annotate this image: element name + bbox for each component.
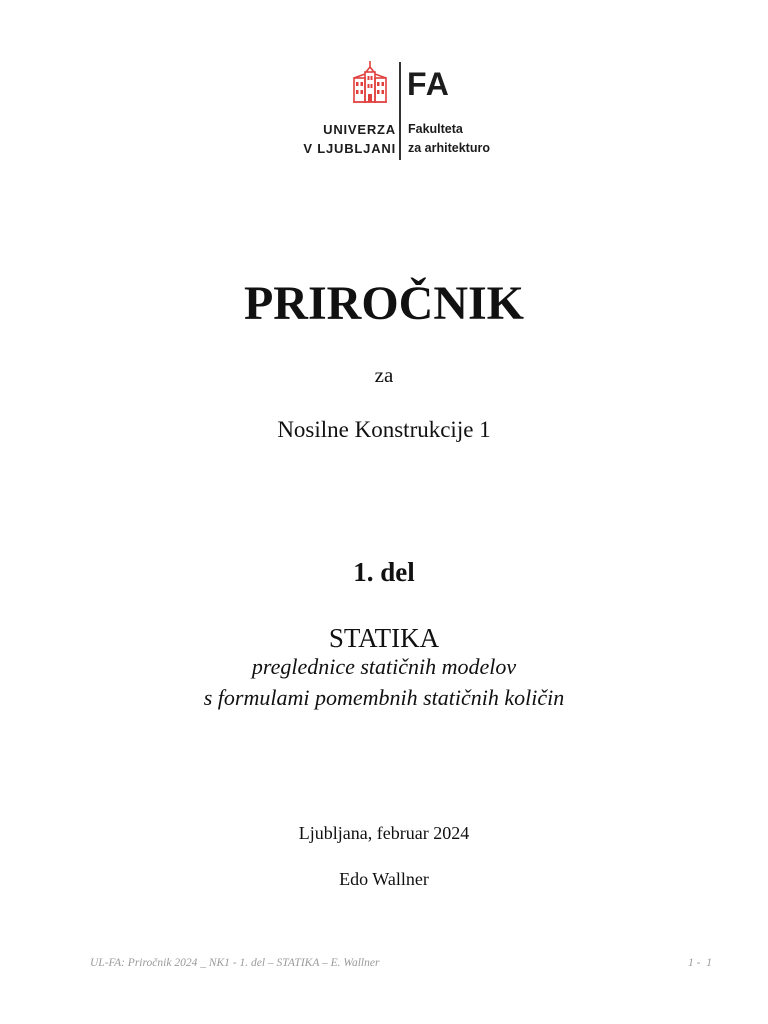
university-name-line2: V LJUBLJANI bbox=[303, 141, 396, 156]
university-building-icon bbox=[352, 60, 388, 104]
place-date: Ljubljana, februar 2024 bbox=[298, 823, 470, 843]
faculty-name-line1: Fakulteta bbox=[408, 122, 463, 136]
page-number: 1 - 1 bbox=[688, 957, 712, 969]
university-logo bbox=[290, 58, 510, 162]
faculty-name-line2: za arhitekturo bbox=[408, 141, 490, 155]
university-name-line1: UNIVERZA bbox=[323, 122, 396, 137]
faculty-name bbox=[408, 120, 490, 158]
author-name: Edo Wallner bbox=[339, 869, 429, 889]
subtitle-line1: preglednice statičnih modelov bbox=[251, 654, 517, 679]
footer-text: UL-FA: Priročnik 2024 _ NK1 - 1. del – STATIKA – E. Wallner bbox=[90, 957, 380, 969]
subtitle-line2: s formulami pomembnih statičnih količin bbox=[203, 685, 565, 710]
document-title: PRIROČNIK bbox=[243, 277, 524, 330]
faculty-abbreviation: FA bbox=[407, 66, 450, 102]
logo-divider bbox=[399, 62, 401, 160]
title-preposition: za bbox=[374, 363, 394, 387]
university-name bbox=[303, 120, 396, 158]
course-name: Nosilne Konstrukcije 1 bbox=[277, 417, 491, 442]
section-title: STATIKA bbox=[328, 623, 440, 653]
part-number: 1. del bbox=[353, 557, 415, 587]
